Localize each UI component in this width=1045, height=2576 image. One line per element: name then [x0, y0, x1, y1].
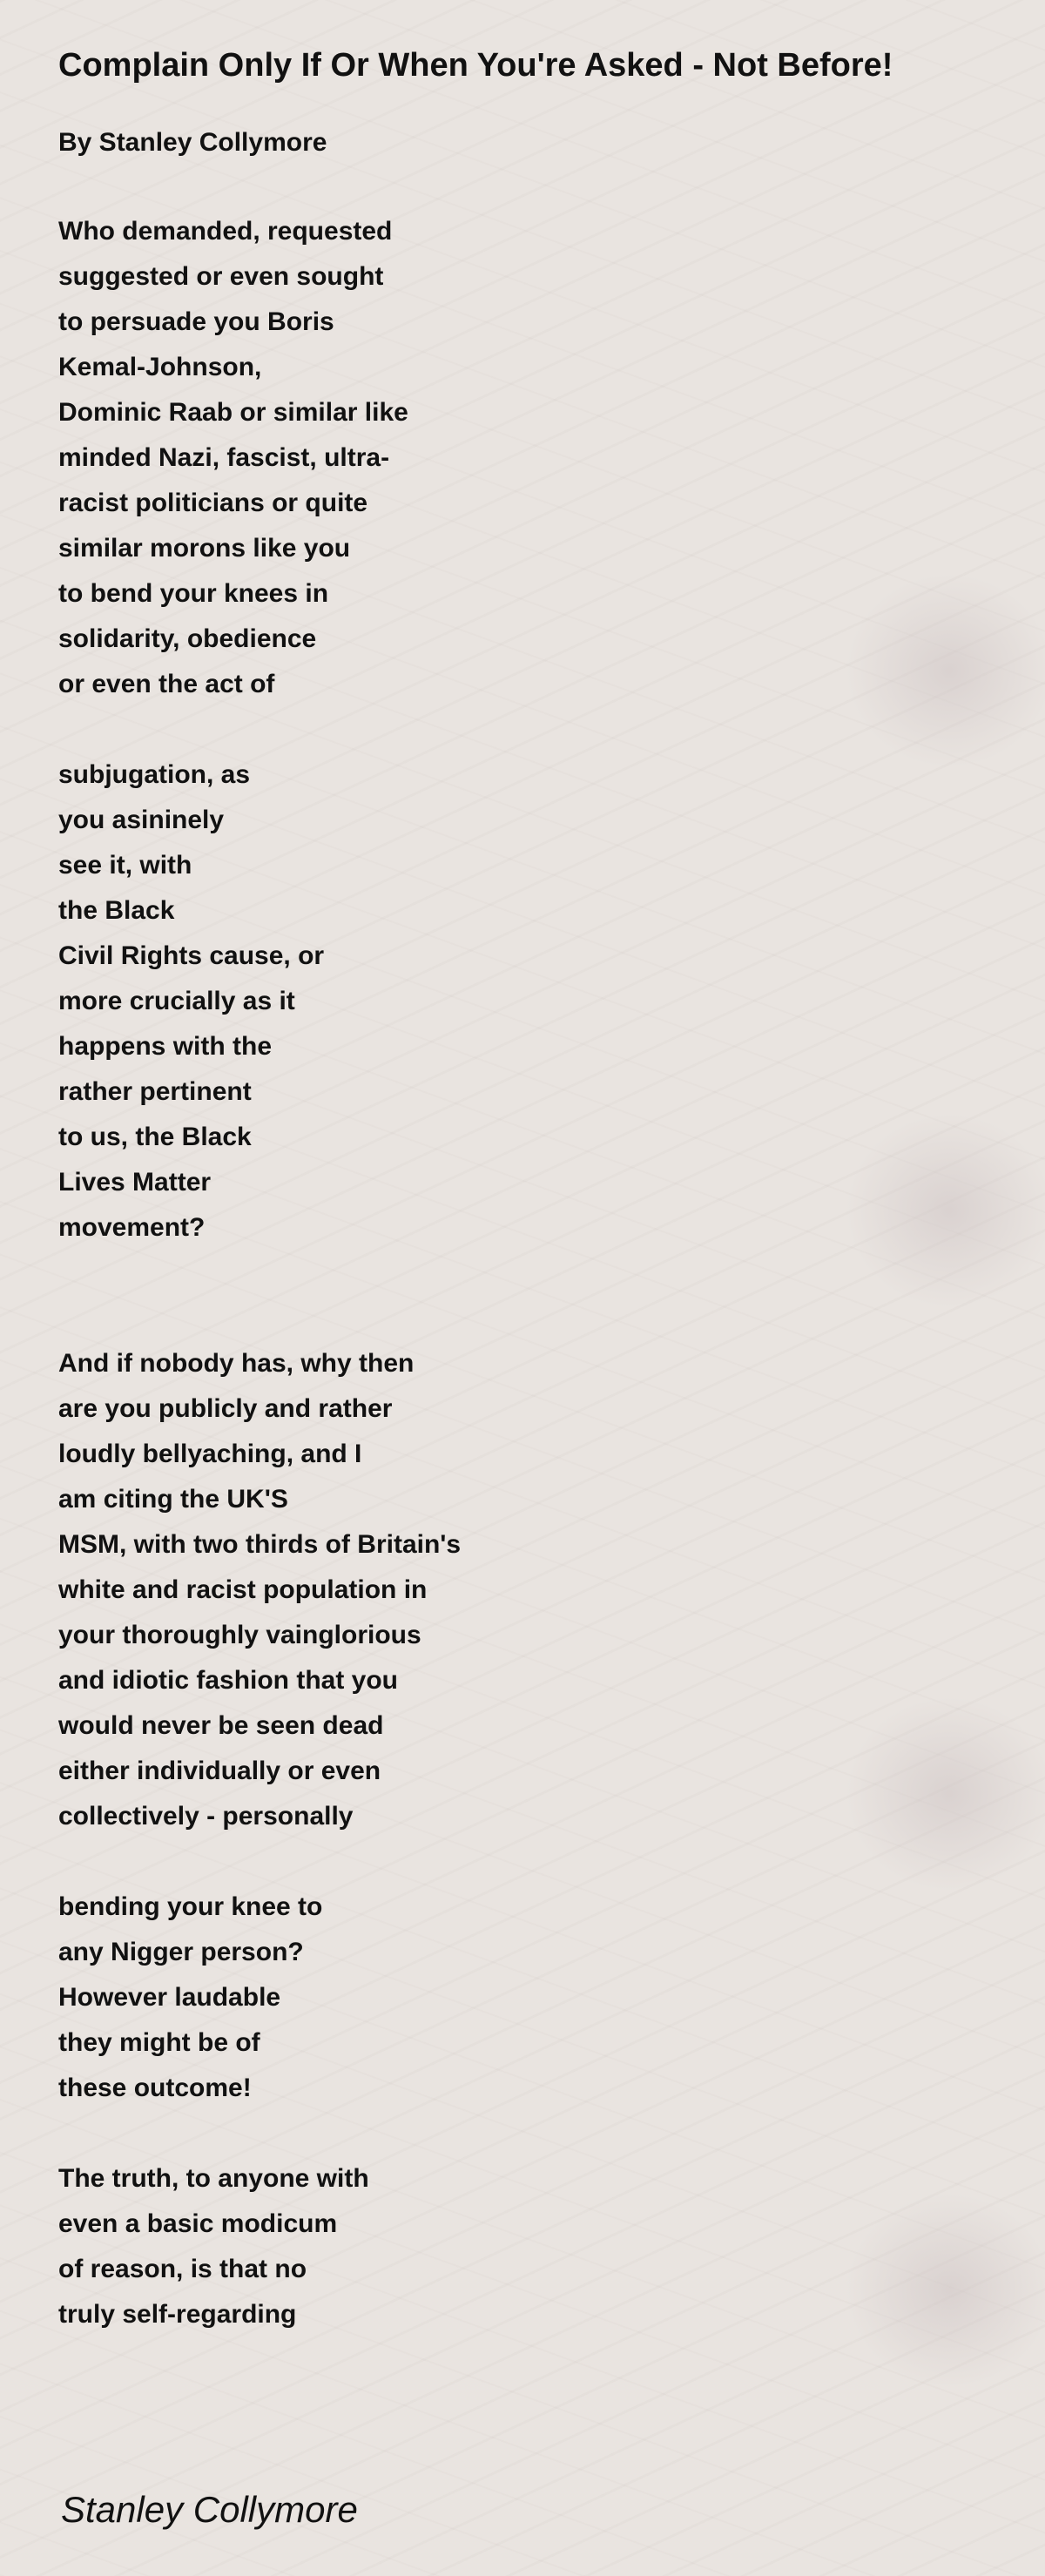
poem-line: However laudable	[58, 1983, 281, 2012]
poem-line: bending your knee to	[58, 1892, 323, 1921]
poem-line: either individually or even	[58, 1757, 381, 1785]
poem-title: Complain Only If Or When You're Asked - Not Before!	[58, 47, 893, 84]
poem-body	[58, 209, 999, 2337]
poem-line: to persuade you Boris	[58, 307, 334, 336]
poem-line: white and racist population in	[58, 1575, 428, 1604]
poem-line: Lives Matter	[58, 1168, 212, 1197]
poem-line: to us, the Black	[58, 1123, 252, 1151]
stanza-break	[58, 1839, 999, 1885]
poem-line: rather pertinent	[58, 1077, 252, 1106]
poem-line: to bend your knees in	[58, 579, 329, 608]
poem-line: loudly bellyaching, and I	[58, 1440, 362, 1468]
poem-line: even a basic modicum	[58, 2209, 338, 2238]
poem-line: movement?	[58, 1213, 206, 1242]
poem-line: would never be seen dead	[58, 1711, 384, 1740]
poem-line: Civil Rights cause, or	[58, 941, 325, 970]
poem-line: MSM, with two thirds of Britain's	[58, 1530, 462, 1559]
poem-line: And if nobody has, why then	[58, 1349, 415, 1378]
poem-line: Kemal-Johnson,	[58, 353, 262, 381]
poem-line: are you publicly and rather	[58, 1394, 393, 1423]
poem-line: minded Nazi, fascist, ultra-	[58, 443, 390, 472]
poem-line: truly self-regarding	[58, 2300, 297, 2329]
poem-line: and idiotic fashion that you	[58, 1666, 398, 1695]
poem-line: subjugation, as	[58, 760, 251, 789]
poem-line: suggested or even sought	[58, 262, 384, 291]
poem-container	[58, 44, 999, 2337]
poem-line: of reason, is that no	[58, 2255, 307, 2283]
poem-line: your thoroughly vainglorious	[58, 1621, 421, 1649]
poem-line: am citing the UK'S	[58, 1485, 288, 1514]
stanza-break	[58, 707, 999, 752]
poem-line: they might be of	[58, 2028, 260, 2057]
poem-line: these outcome!	[58, 2074, 252, 2102]
poem-line: happens with the	[58, 1032, 273, 1061]
author-signature: Stanley Collymore	[61, 2489, 358, 2530]
poem-line: collectively - personally	[58, 1802, 354, 1831]
poem-line: the Black	[58, 896, 175, 925]
poem-line: see it, with	[58, 851, 192, 880]
poem-line: more crucially as it	[58, 987, 295, 1015]
stanza-break	[58, 1296, 999, 1341]
poem-line: racist politicians or quite	[58, 489, 368, 517]
poem-line: or even the act of	[58, 670, 275, 698]
poem-byline: By Stanley Collymore	[58, 128, 327, 157]
poem-line: any Nigger person?	[58, 1938, 304, 1966]
poem-line: Who demanded, requested	[58, 217, 393, 246]
poem-line: similar morons like you	[58, 534, 351, 563]
poem-line: The truth, to anyone with	[58, 2164, 369, 2193]
stanza-break	[58, 2111, 999, 2156]
stanza-break	[58, 1251, 999, 1296]
poem-line: you asininely	[58, 806, 225, 834]
poem-line: Dominic Raab or similar like	[58, 398, 408, 427]
poem-line: solidarity, obedience	[58, 624, 317, 653]
